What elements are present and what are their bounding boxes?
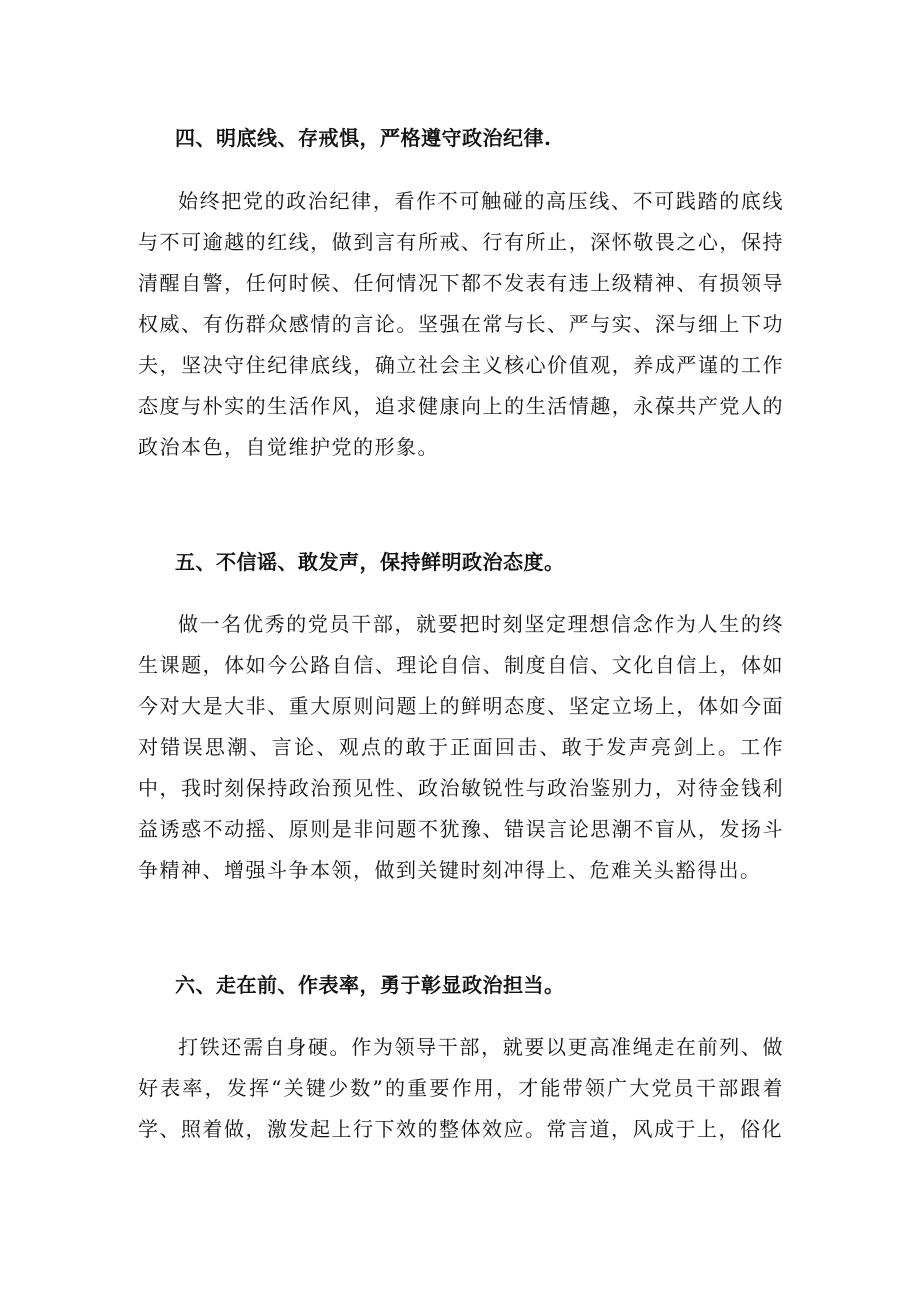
section-body-5: 做一名优秀的党员干部，就要把时刻坚定理想信念作为人生的终生课题，体如今公路自信、理论自信、制度自信、文化自信上，体如今对大是大非、重大原则问题上的鲜明态度、坚定立场上，体如今面对错误思潮、言论、观点的敢于正面回击、敢于发声亮剑上。工作中，我时刻保持政治预见性、政治敏锐性与政治鉴别力，对待金钱利益诱惑不动摇、原则是非问题不犹豫、错误言论思潮不盲从，发扬斗争精神、增强斗争本领，做到关键时刻冲得上、危难关头豁得出。 [138, 612, 784, 882]
section-heading-5: 五、不信谣、敢发声，保持鲜明政治态度。 [175, 550, 565, 574]
section-body-4: 始终把党的政治纪律，看作不可触碰的高压线、不可践踏的底线与不可逾越的红线，做到言有所戒、行有所止，深怀敬畏之心，保持清醒自警，任何时候、任何情况下都不发表有违上级精神、有损领导权威、有伤群众感情的言论。坚强在常与长、严与实、深与细上下功夫，坚决守住纪律底线，确立社会主义核心价值观，养成严谨的工作态度与朴实的生活作风，追求健康向上的生活情趣，永葆共产党人的政治本色，自觉维护党的形象。 [138, 189, 784, 459]
section-heading-4: 四、明底线、存戒惧，严格遵守政治纪律. [175, 126, 552, 150]
section-heading-6: 六、走在前、作表率，勇于彰显政治担当。 [175, 973, 565, 997]
section-body-6: 打铁还需自身硬。作为领导干部，就要以更高准绳走在前列、做好表率，发挥“关键少数”的重要作用，才能带领广大党员干部跟着学、照着做，激发起上行下效的整体效应。常言道，风成于上，俗化 [138, 1035, 784, 1141]
